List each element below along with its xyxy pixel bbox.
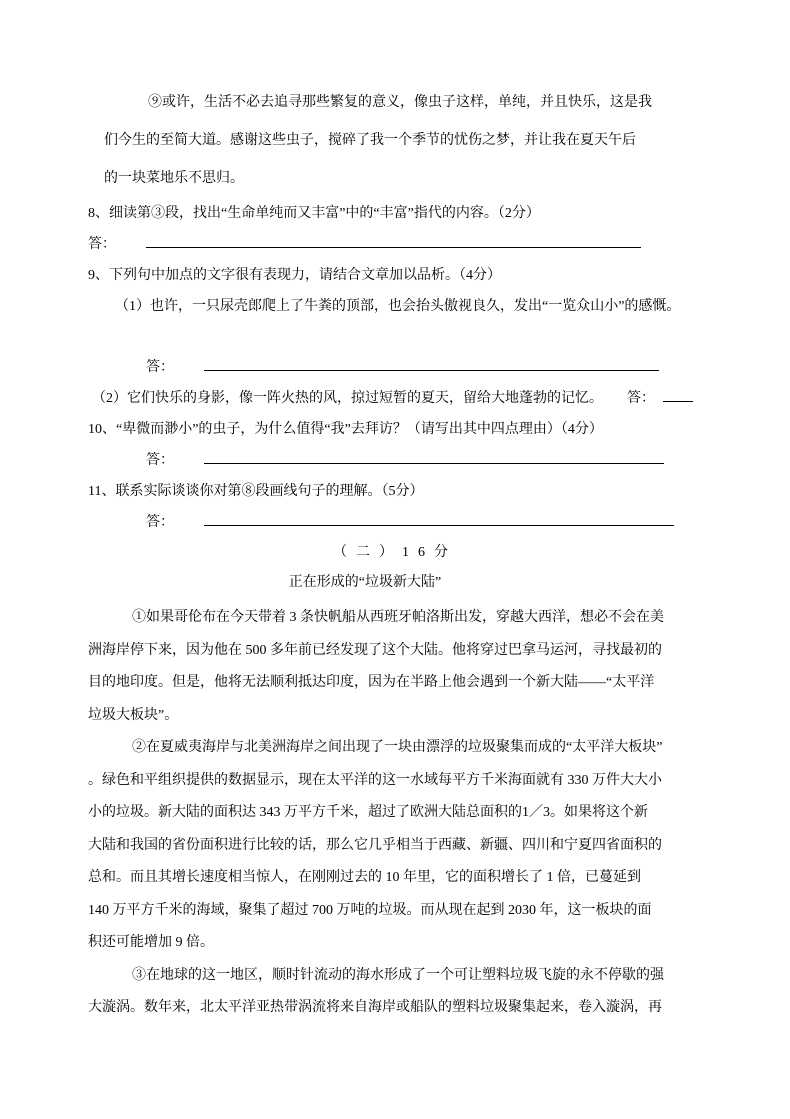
answer-blank-line bbox=[146, 233, 641, 248]
question-11: 11、联系实际谈谈你对第⑧段画线句子的理解。（5分） bbox=[88, 484, 424, 499]
article-paragraph-3 bbox=[88, 960, 730, 1025]
text-line: 140 万平方千米的海域，聚集了超过 700 万吨的垃圾。而从现在起到 2030 年，这一板块的面 bbox=[88, 902, 652, 918]
text-line: 大陆和我国的省份面积进行比较的话，那么它几乎相当于西藏、新疆、四川和宁夏四省面积的 bbox=[88, 837, 662, 853]
section-two-article-title: 正在形成的“垃圾新大陆” bbox=[288, 575, 442, 590]
question-9-sub2-text: （2）它们快乐的身影，像一阵火热的风，掠过短暂的夏天，留给大地蓬勃的记忆。 bbox=[92, 391, 603, 406]
answer-blank-line bbox=[663, 387, 693, 402]
answer-blank-line bbox=[204, 449, 664, 464]
text-line: ⑨或许，生活不必去追寻那些繁复的意义，像虫子这样，单纯，并且快乐，这是我 bbox=[148, 95, 652, 110]
answer-label: 答： bbox=[146, 515, 174, 530]
text-line: 小的垃圾。新大陆的面积达 343 万平方千米，超过了欧洲大陆总面积的1／3。如果将这个新 bbox=[88, 805, 648, 820]
question-9: 9、下列句中加点的文字很有表现力，请结合文章加以品析。（4分） bbox=[88, 268, 501, 283]
text-line: 大漩涡。数年来，北太平洋亚热带涡流将来自海岸或船队的塑料垃圾聚集起来，卷入漩涡，再 bbox=[88, 1000, 662, 1015]
answer-label: 答： bbox=[146, 360, 174, 375]
text-line: 积还可能增加 9 倍。 bbox=[88, 935, 214, 950]
text-line: 。绿色和平组织提供的数据显示，现在太平洋的这一水域每平方千米海面就有 330 万件大大小 bbox=[88, 772, 662, 788]
blank-space bbox=[0, 322, 790, 352]
section-two-heading: （二）16分 bbox=[333, 545, 457, 560]
answer-blank-line bbox=[204, 356, 659, 371]
question-10: 10、“卑微而渺小”的虫子，为什么值得“我”去拜访？（请写出其中四点理由）（4分） bbox=[88, 422, 603, 437]
question-10-answer-row bbox=[146, 445, 790, 476]
passage-ending-paragraph bbox=[104, 84, 730, 198]
text-line: 总和。而且其增长速度相当惊人，在刚刚过去的 10 年里，它的面积增长了 1 倍，已蔓延到 bbox=[88, 870, 641, 885]
text-line: 们今生的至简大道。感谢这些虫子，搅碎了我一个季节的忧伤之梦，并让我在夏天午后 bbox=[104, 133, 636, 148]
question-9-sub1-answer-row bbox=[146, 352, 790, 383]
question-8: 8、细读第③段，找出“生命单纯而又丰富”中的“丰富”指代的内容。（2分） bbox=[88, 206, 540, 221]
question-9-sub2 bbox=[92, 383, 790, 414]
text-line: 目的地印度。但是，他将无法顺利抵达印度，因为在半路上他会遇到一个新大陆――“太平洋 bbox=[88, 675, 655, 690]
answer-label: 答： bbox=[627, 391, 655, 406]
answer-blank-line bbox=[204, 511, 674, 526]
article-paragraph-1 bbox=[88, 602, 730, 732]
question-9-sub1: （1）也许，一只尿壳郎爬上了牛粪的顶部，也会抬头傲视良久，发出“一览众山小”的感慨。 bbox=[115, 299, 681, 314]
question-8-answer-row bbox=[88, 229, 790, 260]
text-line: ②在夏威夷海岸与北美洲海岸之间出现了一块由漂浮的垃圾聚集而成的“太平洋大板块” bbox=[132, 740, 663, 755]
text-line: ①如果哥伦布在今天带着 3 条快帆船从西班牙帕洛斯出发，穿越大西洋，想必不会在美 bbox=[132, 610, 664, 625]
answer-label: 答： bbox=[88, 237, 116, 252]
answer-label: 答： bbox=[146, 453, 174, 468]
text-line: 洲海岸停下来，因为他在 500 多年前已经发现了这个大陆。他将穿过巴拿马运河，寻找最初的 bbox=[88, 642, 662, 658]
text-line: 的一块菜地乐不思归。 bbox=[104, 171, 244, 186]
article-paragraph-2 bbox=[88, 732, 730, 960]
question-11-answer-row bbox=[146, 507, 790, 538]
text-line: ③在地球的这一地区，顺时针流动的海水形成了一个可让塑料垃圾飞旋的永不停歇的强 bbox=[132, 967, 664, 983]
text-line: 垃圾大板块”。 bbox=[88, 707, 179, 723]
